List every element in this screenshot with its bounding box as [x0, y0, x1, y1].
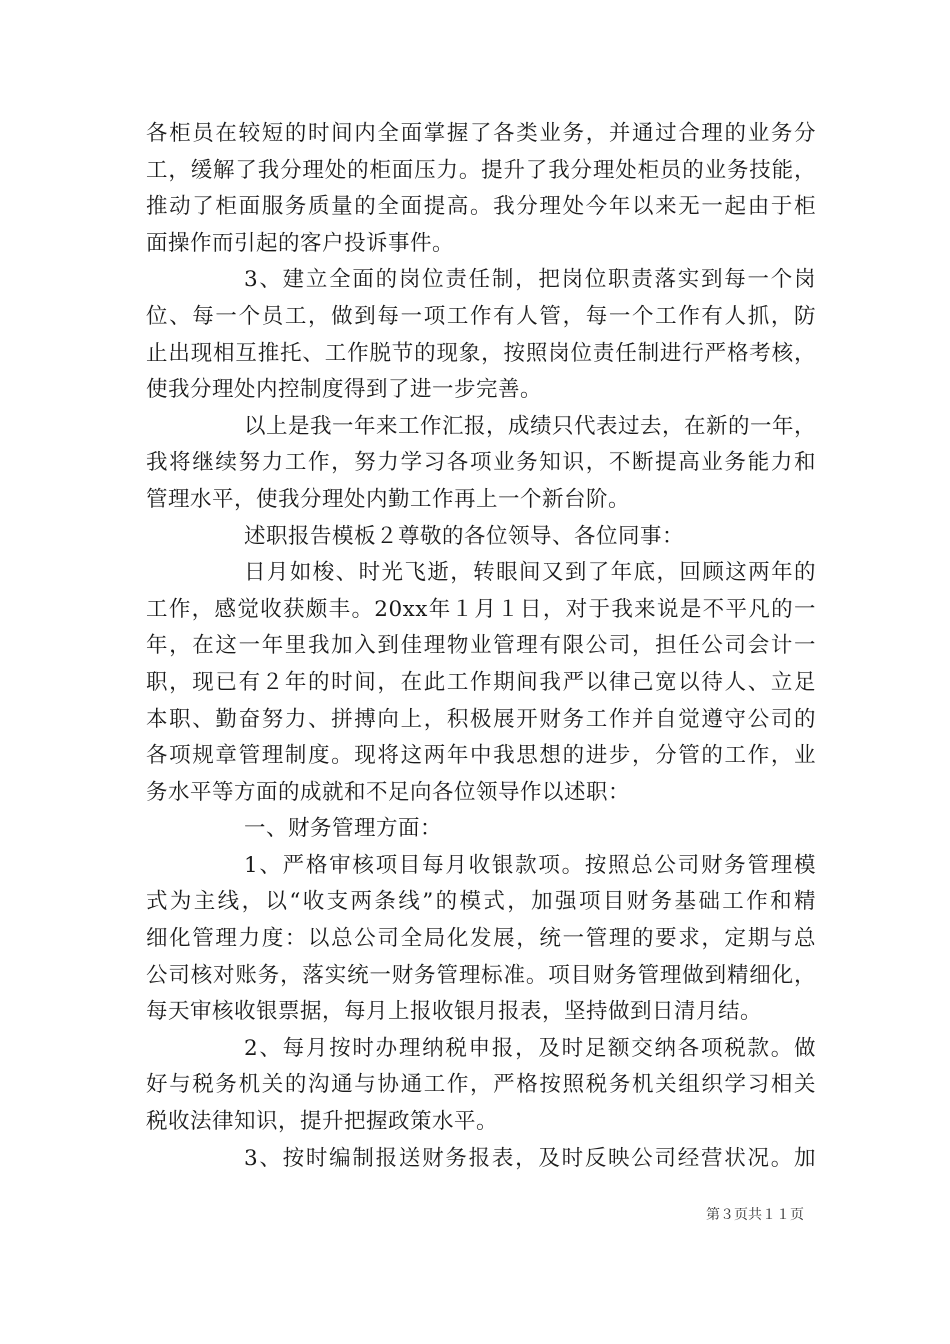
text-line: 述职报告模板２尊敬的各位领导、各位同事： [244, 523, 685, 549]
text-line: 日月如梭、时光飞逝，转眼间又到了年底，回顾这两年的 [244, 560, 816, 586]
text-line: 止出现相互推托、工作脱节的现象，按照岗位责任制进行严格考核， [146, 340, 816, 366]
text-line: 务水平等方面的成就和不足向各位领导作以述职： [146, 779, 631, 805]
text-line: 式为主线，以“收支两条线”的模式，加强项目财务基础工作和精 [146, 889, 816, 915]
text-line: 工，缓解了我分理处的柜面压力。提升了我分理处柜员的业务技能， [146, 157, 816, 183]
text-line: 细化管理力度：以总公司全局化发展，统一管理的要求，定期与总 [146, 926, 816, 952]
text-line: 好与税务机关的沟通与协通工作，严格按照税务机关组织学习相关 [146, 1072, 816, 1098]
text-line: 每天审核收银票据，每月上报收银月报表，坚持做到日清月结。 [146, 999, 763, 1025]
text-line: 1、严格审核项目每月收银款项。按照总公司财务管理模 [244, 852, 816, 878]
text-line: 各柜员在较短的时间内全面掌握了各类业务，并通过合理的业务分 [146, 121, 816, 146]
text-line: 面操作而引起的客户投诉事件。 [146, 230, 455, 256]
text-line: 位、每一个员工，做到每一项工作有人管，每一个工作有人抓，防 [146, 303, 816, 329]
text-line: 本职、勤奋努力、拼搏向上，积极展开财务工作并自觉遵守公司的 [146, 706, 816, 732]
text-line: 工作，感觉收获颇丰。20xx年１月１日，对于我来说是不平凡的一 [146, 596, 816, 622]
text-line: 3、建立全面的岗位责任制，把岗位职责落实到每一个岗 [244, 267, 816, 293]
page-number-footer: 第３页共１１页 [706, 1207, 804, 1223]
text-line: 职，现已有２年的时间，在此工作期间我严以律己宽以待人、立足 [146, 669, 816, 695]
text-line: 2、每月按时办理纳税申报，及时足额交纳各项税款。做 [244, 1035, 816, 1061]
text-line: 推动了柜面服务质量的全面提高。我分理处今年以来无一起由于柜 [146, 194, 816, 220]
text-line: 以上是我一年来工作汇报，成绩只代表过去，在新的一年， [244, 413, 817, 439]
text-line: 使我分理处内控制度得到了进一步完善。 [146, 377, 543, 403]
text-line: 一、财务管理方面： [244, 816, 443, 842]
text-line: 我将继续努力工作，努力学习各项业务知识，不断提高业务能力和 [146, 450, 816, 476]
text-line: 年，在这一年里我加入到佳理物业管理有限公司，担任公司会计一 [146, 633, 816, 659]
document-body [146, 116, 816, 1177]
text-line: 管理水平，使我分理处内勤工作再上一个新台阶。 [146, 486, 631, 512]
text-line: 3、按时编制报送财务报表，及时反映公司经营状况。加 [244, 1145, 816, 1171]
text-line: 税收法律知识，提升把握政策水平。 [146, 1109, 499, 1135]
text-line: 公司核对账务，落实统一财务管理标准。项目财务管理做到精细化， [146, 962, 816, 988]
text-line: 各项规章管理制度。现将这两年中我思想的进步，分管的工作，业 [146, 743, 816, 769]
